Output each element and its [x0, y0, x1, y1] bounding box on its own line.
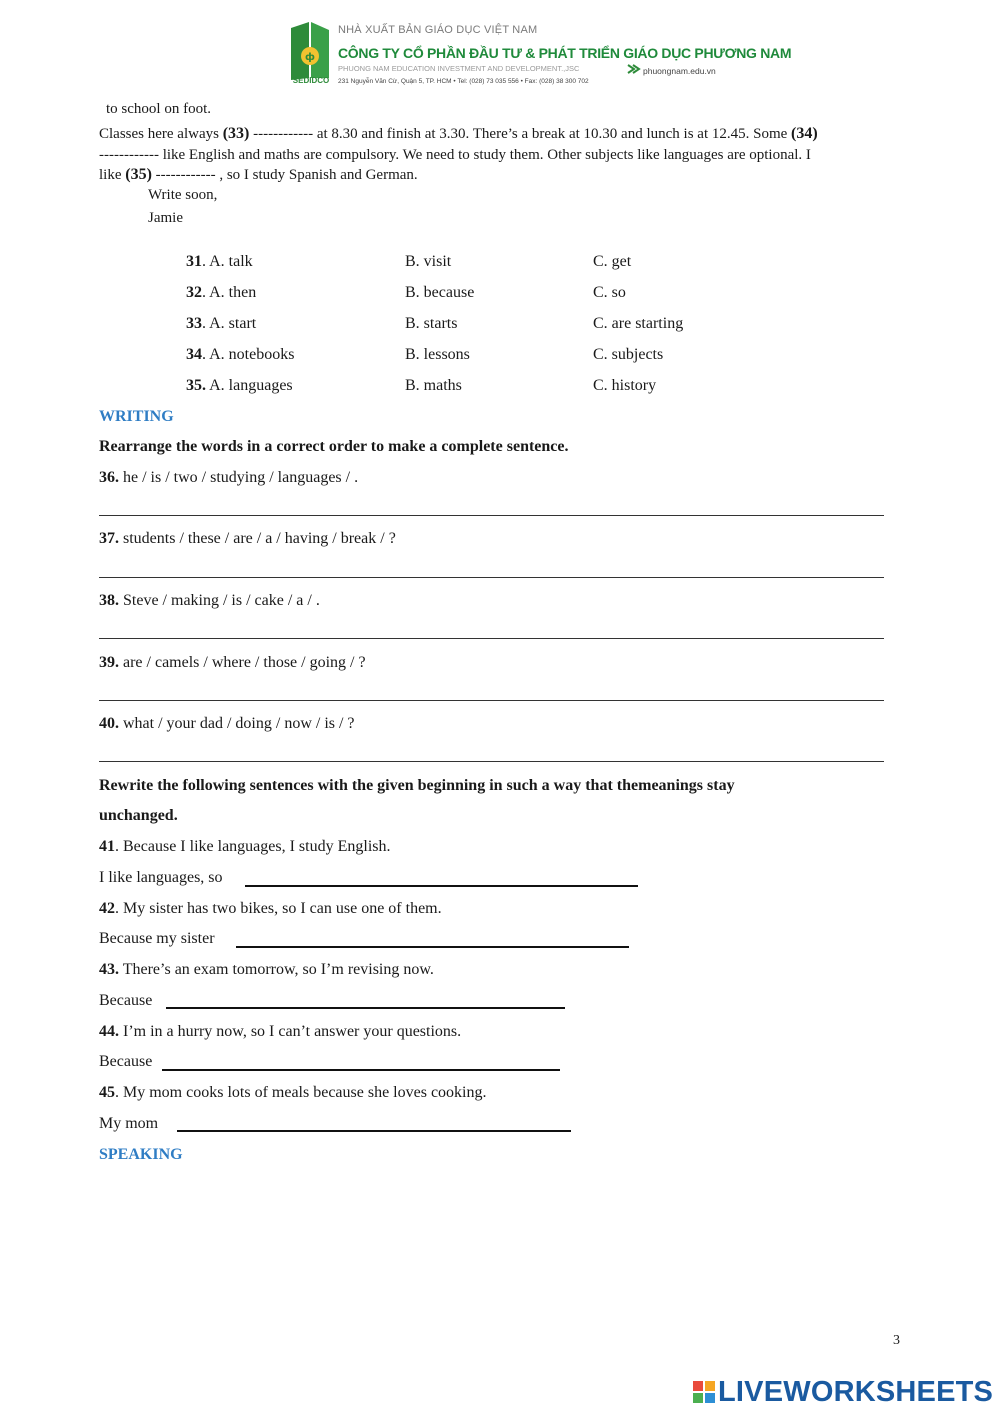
question-44: 44. I’m in a hurry now, so I can’t answer your questions.: [99, 1023, 462, 1040]
answer-line[interactable]: [99, 700, 884, 701]
blank-number: (35): [125, 166, 152, 183]
option-c[interactable]: C. are starting: [593, 315, 684, 332]
passage-line: to school on foot.: [106, 101, 211, 117]
option-c[interactable]: C. subjects: [593, 346, 664, 363]
option-b[interactable]: B. because: [405, 284, 475, 301]
answer-line[interactable]: [99, 577, 884, 578]
answer-line[interactable]: [162, 1069, 560, 1071]
arrow-icon: [627, 63, 641, 75]
passage-line: Classes here always (33) ------------ at 8.30 and finish at 3.30. There’s a break at 10.30 and lunch is at 12.45. Some (34): [99, 125, 818, 142]
answer-line[interactable]: [99, 638, 884, 639]
answer-line[interactable]: [99, 761, 884, 762]
option-b[interactable]: B. lessons: [405, 346, 470, 363]
option-c[interactable]: C. history: [593, 377, 657, 394]
answer-line[interactable]: [236, 946, 629, 948]
svg-text:ф: ф: [305, 52, 315, 63]
liveworksheets-logo-icon: [692, 1380, 716, 1404]
question-34: 34. A. notebooks: [186, 346, 295, 363]
question-45: 45. My mom cooks lots of meals because she loves cooking.: [99, 1084, 487, 1101]
instruction-rearrange: Rearrange the words in a correct order to make a complete sentence.: [99, 438, 569, 455]
section-title-writing: WRITING: [99, 408, 174, 425]
question-41: 41. Because I like languages, I study English.: [99, 838, 391, 855]
blank-number: (34): [791, 125, 818, 142]
answer-line[interactable]: [177, 1130, 571, 1132]
option-b[interactable]: B. starts: [405, 315, 458, 332]
question-32: 32. A. then: [186, 284, 257, 301]
question-43: 43. There’s an exam tomorrow, so I’m revising now.: [99, 961, 434, 978]
blank-number: (33): [222, 125, 250, 142]
option-b[interactable]: B. visit: [405, 253, 452, 270]
question-31: 31. A. talk: [186, 253, 253, 270]
logo-text: SEDIDCO: [292, 76, 330, 85]
passage-line: like (35) ------------ , so I study Spanish and German.: [99, 166, 418, 183]
question-33: 33. A. start: [186, 315, 257, 332]
answer-line[interactable]: [245, 885, 638, 887]
option-b[interactable]: B. maths: [405, 377, 462, 394]
sentence-start: Because: [99, 992, 153, 1009]
question-35: 35. A. languages: [186, 377, 293, 394]
sentence-start: My mom: [99, 1115, 159, 1132]
company-website: phuongnam.edu.vn: [643, 66, 716, 76]
liveworksheets-brand: LIVEWORKSHEETS: [718, 1376, 994, 1408]
answer-line[interactable]: [166, 1007, 565, 1009]
option-c[interactable]: C. so: [593, 284, 626, 301]
sentence-start: I like languages, so: [99, 869, 223, 886]
question-39: 39. are / camels / where / those / going / ?: [99, 654, 366, 671]
sentence-start: Because my sister: [99, 930, 215, 947]
option-c[interactable]: C. get: [593, 253, 632, 270]
company-name: CÔNG TY CỔ PHẦN ĐẦU TƯ & PHÁT TRIỂN GIÁO DỤC PHƯƠNG NAM: [338, 45, 792, 61]
question-36: 36. he / is / two / studying / languages / .: [99, 469, 359, 486]
publisher-name: NHÀ XUẤT BẢN GIÁO DỤC VIỆT NAM: [338, 24, 538, 36]
letter-signature: Jamie: [148, 210, 183, 226]
page-number: 3: [893, 1333, 900, 1348]
sentence-start: Because: [99, 1053, 153, 1070]
letter-closing: Write soon,: [148, 187, 218, 203]
section-title-speaking: SPEAKING: [99, 1146, 183, 1163]
company-name-english: PHUONG NAM EDUCATION INVESTMENT AND DEVELOPMENT.,JSC: [338, 64, 580, 73]
instruction-rewrite: Rewrite the following sentences with the given beginning in such a way that themeanings stay: [99, 777, 735, 794]
question-38: 38. Steve / making / is / cake / a / .: [99, 592, 320, 609]
passage-line: ------------ like English and maths are compulsory. We need to study them. Other subjects like languages are optional. I: [99, 147, 811, 163]
question-37: 37. students / these / are / a / having / break / ?: [99, 530, 396, 547]
company-address: 231 Nguyễn Văn Cừ, Quận 5, TP. HCM • Tel: (028) 73 035 556 • Fax: (028) 38 300 702: [338, 78, 589, 85]
question-42: 42. My sister has two bikes, so I can use one of them.: [99, 900, 442, 917]
instruction-rewrite: unchanged.: [99, 807, 178, 824]
question-40: 40. what / your dad / doing / now / is / ?: [99, 715, 355, 732]
answer-line[interactable]: [99, 515, 884, 516]
